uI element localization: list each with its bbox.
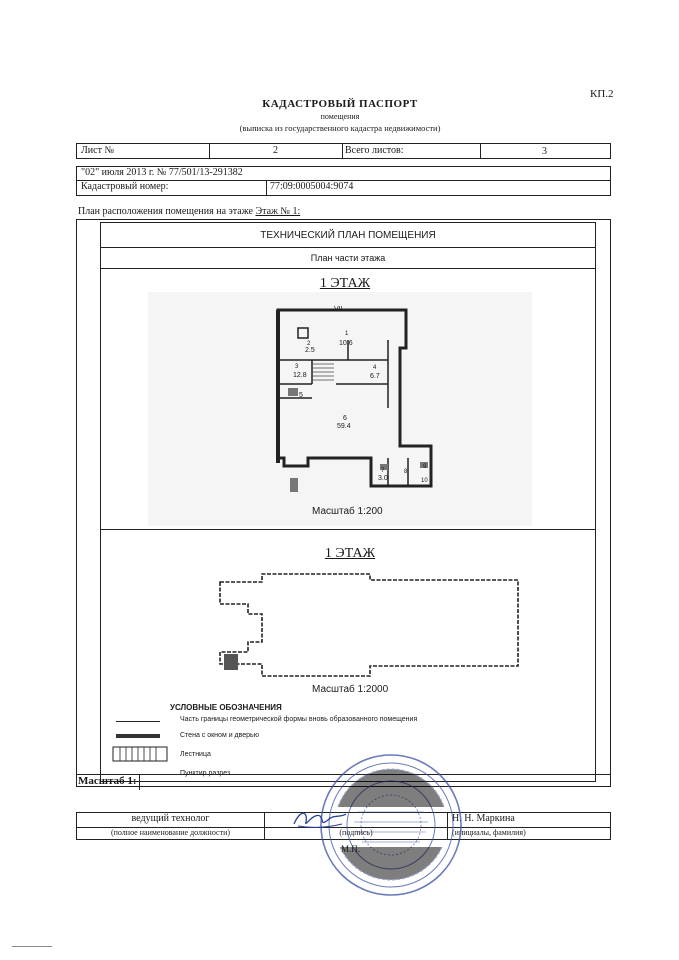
floor-reference: Этаж № 1:: [255, 206, 301, 217]
sheet-number: 2: [273, 145, 278, 156]
room-6-area: 59.4: [337, 423, 351, 430]
room-3-area: 12.8: [293, 372, 307, 379]
name-caption: (инициалы, фамилия): [452, 828, 526, 837]
record-block: [76, 166, 611, 196]
scale-label: Масштаб 1:: [78, 775, 137, 787]
form-code: КП.2: [590, 88, 614, 100]
part-plan-title: План части этажа: [310, 253, 386, 263]
plan-location-line: [78, 206, 300, 217]
room-5-number: 5: [299, 392, 303, 399]
signer-name: Н. Н. Маркина: [452, 813, 515, 824]
room-9-number: 9: [423, 464, 427, 470]
total-sheets-number: 3: [542, 146, 547, 157]
stamp-place-label: М.П.: [341, 844, 361, 854]
date-number-line: "02" июля 2013 г. № 77/501/13-291382: [81, 167, 243, 178]
scale-1-200: Масштаб 1:200: [312, 506, 383, 517]
cadastral-number: 77:09:0005004:9074: [270, 181, 354, 192]
floor-heading-1: 1 ЭТАЖ: [319, 276, 371, 291]
signature-caption: (подпись): [339, 828, 373, 837]
sheet-row: [76, 143, 611, 159]
technical-plan-title: ТЕХНИЧЕСКИЙ ПЛАН ПОМЕЩЕНИЯ: [260, 230, 436, 241]
position-caption: (полное наименование должности): [110, 828, 231, 837]
document-title: КАДАСТРОВЫЙ ПАСПОРТ: [262, 98, 418, 110]
room-7-number: 7: [381, 468, 385, 474]
room-6-number: 6: [343, 415, 347, 422]
floor-plan-detail: [148, 288, 533, 528]
room-4-number: 4: [373, 365, 377, 371]
room-10-number: 10: [421, 478, 428, 484]
room-7-area: 3.0: [378, 475, 388, 482]
handwritten-signature: [290, 806, 350, 832]
room-4-area: 6.7: [370, 373, 380, 380]
document-subtitle: помещения: [320, 112, 360, 121]
room-1-number: 1: [345, 331, 349, 337]
document-subtitle-extract: (выписка из государственного кадастра недвижимости): [239, 123, 441, 133]
cadastral-label: Кадастровый номер:: [81, 181, 169, 192]
position-value: ведущий технолог: [131, 813, 210, 824]
plan-location-label: План расположения помещения на этаже: [78, 206, 253, 217]
sheet-label: Лист №: [81, 145, 114, 156]
legend-stair-symbol: [112, 744, 168, 764]
room-2-number: 2: [307, 341, 311, 347]
legend-wall-symbol: [116, 734, 160, 738]
legend-title: УСЛОВНЫЕ ОБОЗНАЧЕНИЯ: [170, 703, 282, 712]
outline-boundary: [220, 574, 518, 676]
plan-background: [148, 292, 532, 526]
outline-highlight: [224, 654, 238, 670]
page-edge-mark: [12, 946, 52, 947]
room-vii-label: VII: [334, 306, 343, 313]
legend-item-stairs: Лестница: [180, 751, 211, 758]
building-outline: [212, 568, 528, 682]
room-3-number: 3: [295, 364, 299, 370]
legend-boundary-line: [116, 721, 160, 722]
room-8-number: 8: [404, 469, 408, 475]
total-sheets-label: Всего листов:: [345, 145, 404, 156]
room-2-area: 2.5: [305, 347, 315, 354]
floor-heading-2: 1 ЭТАЖ: [324, 546, 376, 561]
scale-1-2000: Масштаб 1:2000: [312, 684, 389, 695]
room-1-area: 10.6: [339, 340, 353, 347]
legend-item-boundary: Часть границы геометрической формы вновь образованного помещения: [180, 716, 418, 723]
legend-item-wall: Стена с окном и дверью: [180, 732, 259, 739]
legend-item-section: Пунктир разрез: [180, 770, 231, 777]
